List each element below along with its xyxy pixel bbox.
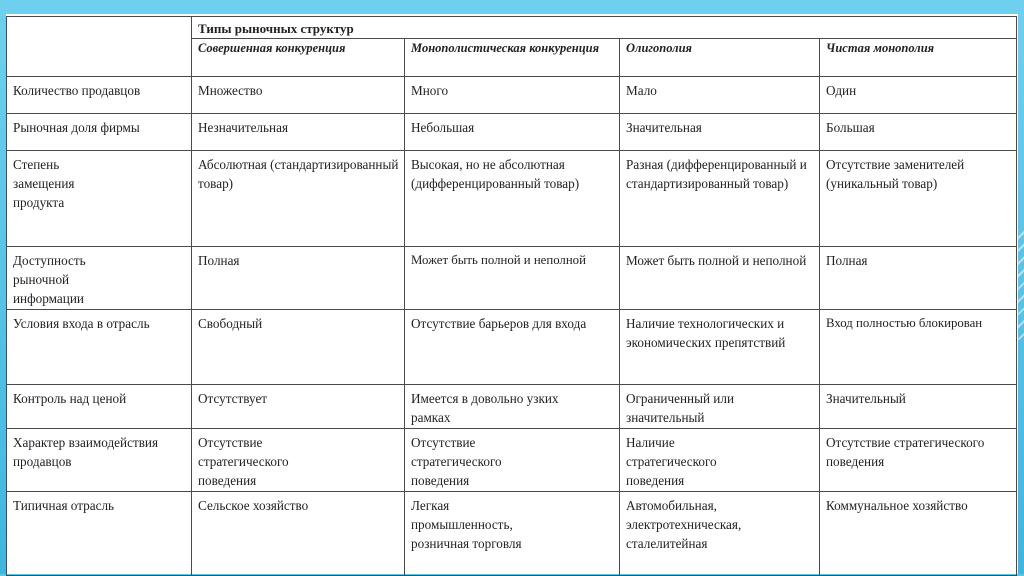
type-monopolistic-competition: Монополистическая конкуренция [405, 39, 620, 77]
table-cell: Отсутствие барьеров для входа [405, 310, 620, 385]
table-row [7, 310, 1017, 385]
table-cell: Незначительная [192, 114, 405, 151]
table-cell: Множество [192, 77, 405, 114]
table-cell: Отсутствие заменителей (уникальный товар) [820, 151, 1017, 247]
row-label: Типичная отрасль [7, 492, 192, 576]
table-row [7, 492, 1017, 576]
table-row [7, 114, 1017, 151]
table-row [7, 385, 1017, 429]
row-label: Количество продавцов [7, 77, 192, 114]
market-structures-table [6, 16, 1017, 576]
table-row [7, 151, 1017, 247]
table-row [7, 247, 1017, 310]
table-cell: Отсутствие стратегического поведения [405, 429, 620, 492]
table-header-row [7, 17, 1017, 39]
table-row [7, 77, 1017, 114]
table-cell: Сельское хозяйство [192, 492, 405, 576]
type-oligopoly: Олигополия [620, 39, 820, 77]
header-title: Типы рыночных структур [192, 17, 1017, 39]
table-cell: Ограниченный или значительный [620, 385, 820, 429]
table-cell: Высокая, но не абсолютная (дифференцированный товар) [405, 151, 620, 247]
table-cell: Свободный [192, 310, 405, 385]
type-perfect-competition: Совершенная конкуренция [192, 39, 405, 77]
row-label: Характер взаимодействия продавцов [7, 429, 192, 492]
row-label: Рыночная доля фирмы [7, 114, 192, 151]
table-cell: Значительный [820, 385, 1017, 429]
table-cell: Легкая промышленность, розничная торговля [405, 492, 620, 576]
type-pure-monopoly: Чистая монополия [820, 39, 1017, 77]
table-cell: Отсутствует [192, 385, 405, 429]
table-cell: Полная [820, 247, 1017, 310]
table-cell: Значительная [620, 114, 820, 151]
table-cell: Вход полностью блокирован [820, 310, 1017, 385]
table-cell: Отсутствие стратегического поведения [820, 429, 1017, 492]
table-cell: Абсолютная (стандартизированный товар) [192, 151, 405, 247]
table-cell: Может быть полной и неполной [620, 247, 820, 310]
table-row [7, 429, 1017, 492]
table-cell: Большая [820, 114, 1017, 151]
table-cell: Один [820, 77, 1017, 114]
table-cell: Наличие стратегического поведения [620, 429, 820, 492]
table-cell: Коммунальное хозяйство [820, 492, 1017, 576]
table-cell: Разная (дифференцированный и стандартизированный товар) [620, 151, 820, 247]
row-label: Условия входа в отрасль [7, 310, 192, 385]
corner-cell [7, 17, 192, 77]
table-cell: Автомобильная, электротехническая, сталелитейная [620, 492, 820, 576]
table-cell: Наличие технологических и экономических препятствий [620, 310, 820, 385]
slide-sheet [6, 14, 1018, 574]
row-label: Степень замещения продукта [7, 151, 192, 247]
table-cell: Имеется в довольно узких рамках [405, 385, 620, 429]
table-cell: Много [405, 77, 620, 114]
table-cell: Отсутствие стратегического поведения [192, 429, 405, 492]
table-cell: Небольшая [405, 114, 620, 151]
table-cell: Мало [620, 77, 820, 114]
table-cell: Полная [192, 247, 405, 310]
table-cell: Может быть полной и неполной [405, 247, 620, 310]
row-label: Доступность рыночной информации [7, 247, 192, 310]
row-label: Контроль над ценой [7, 385, 192, 429]
